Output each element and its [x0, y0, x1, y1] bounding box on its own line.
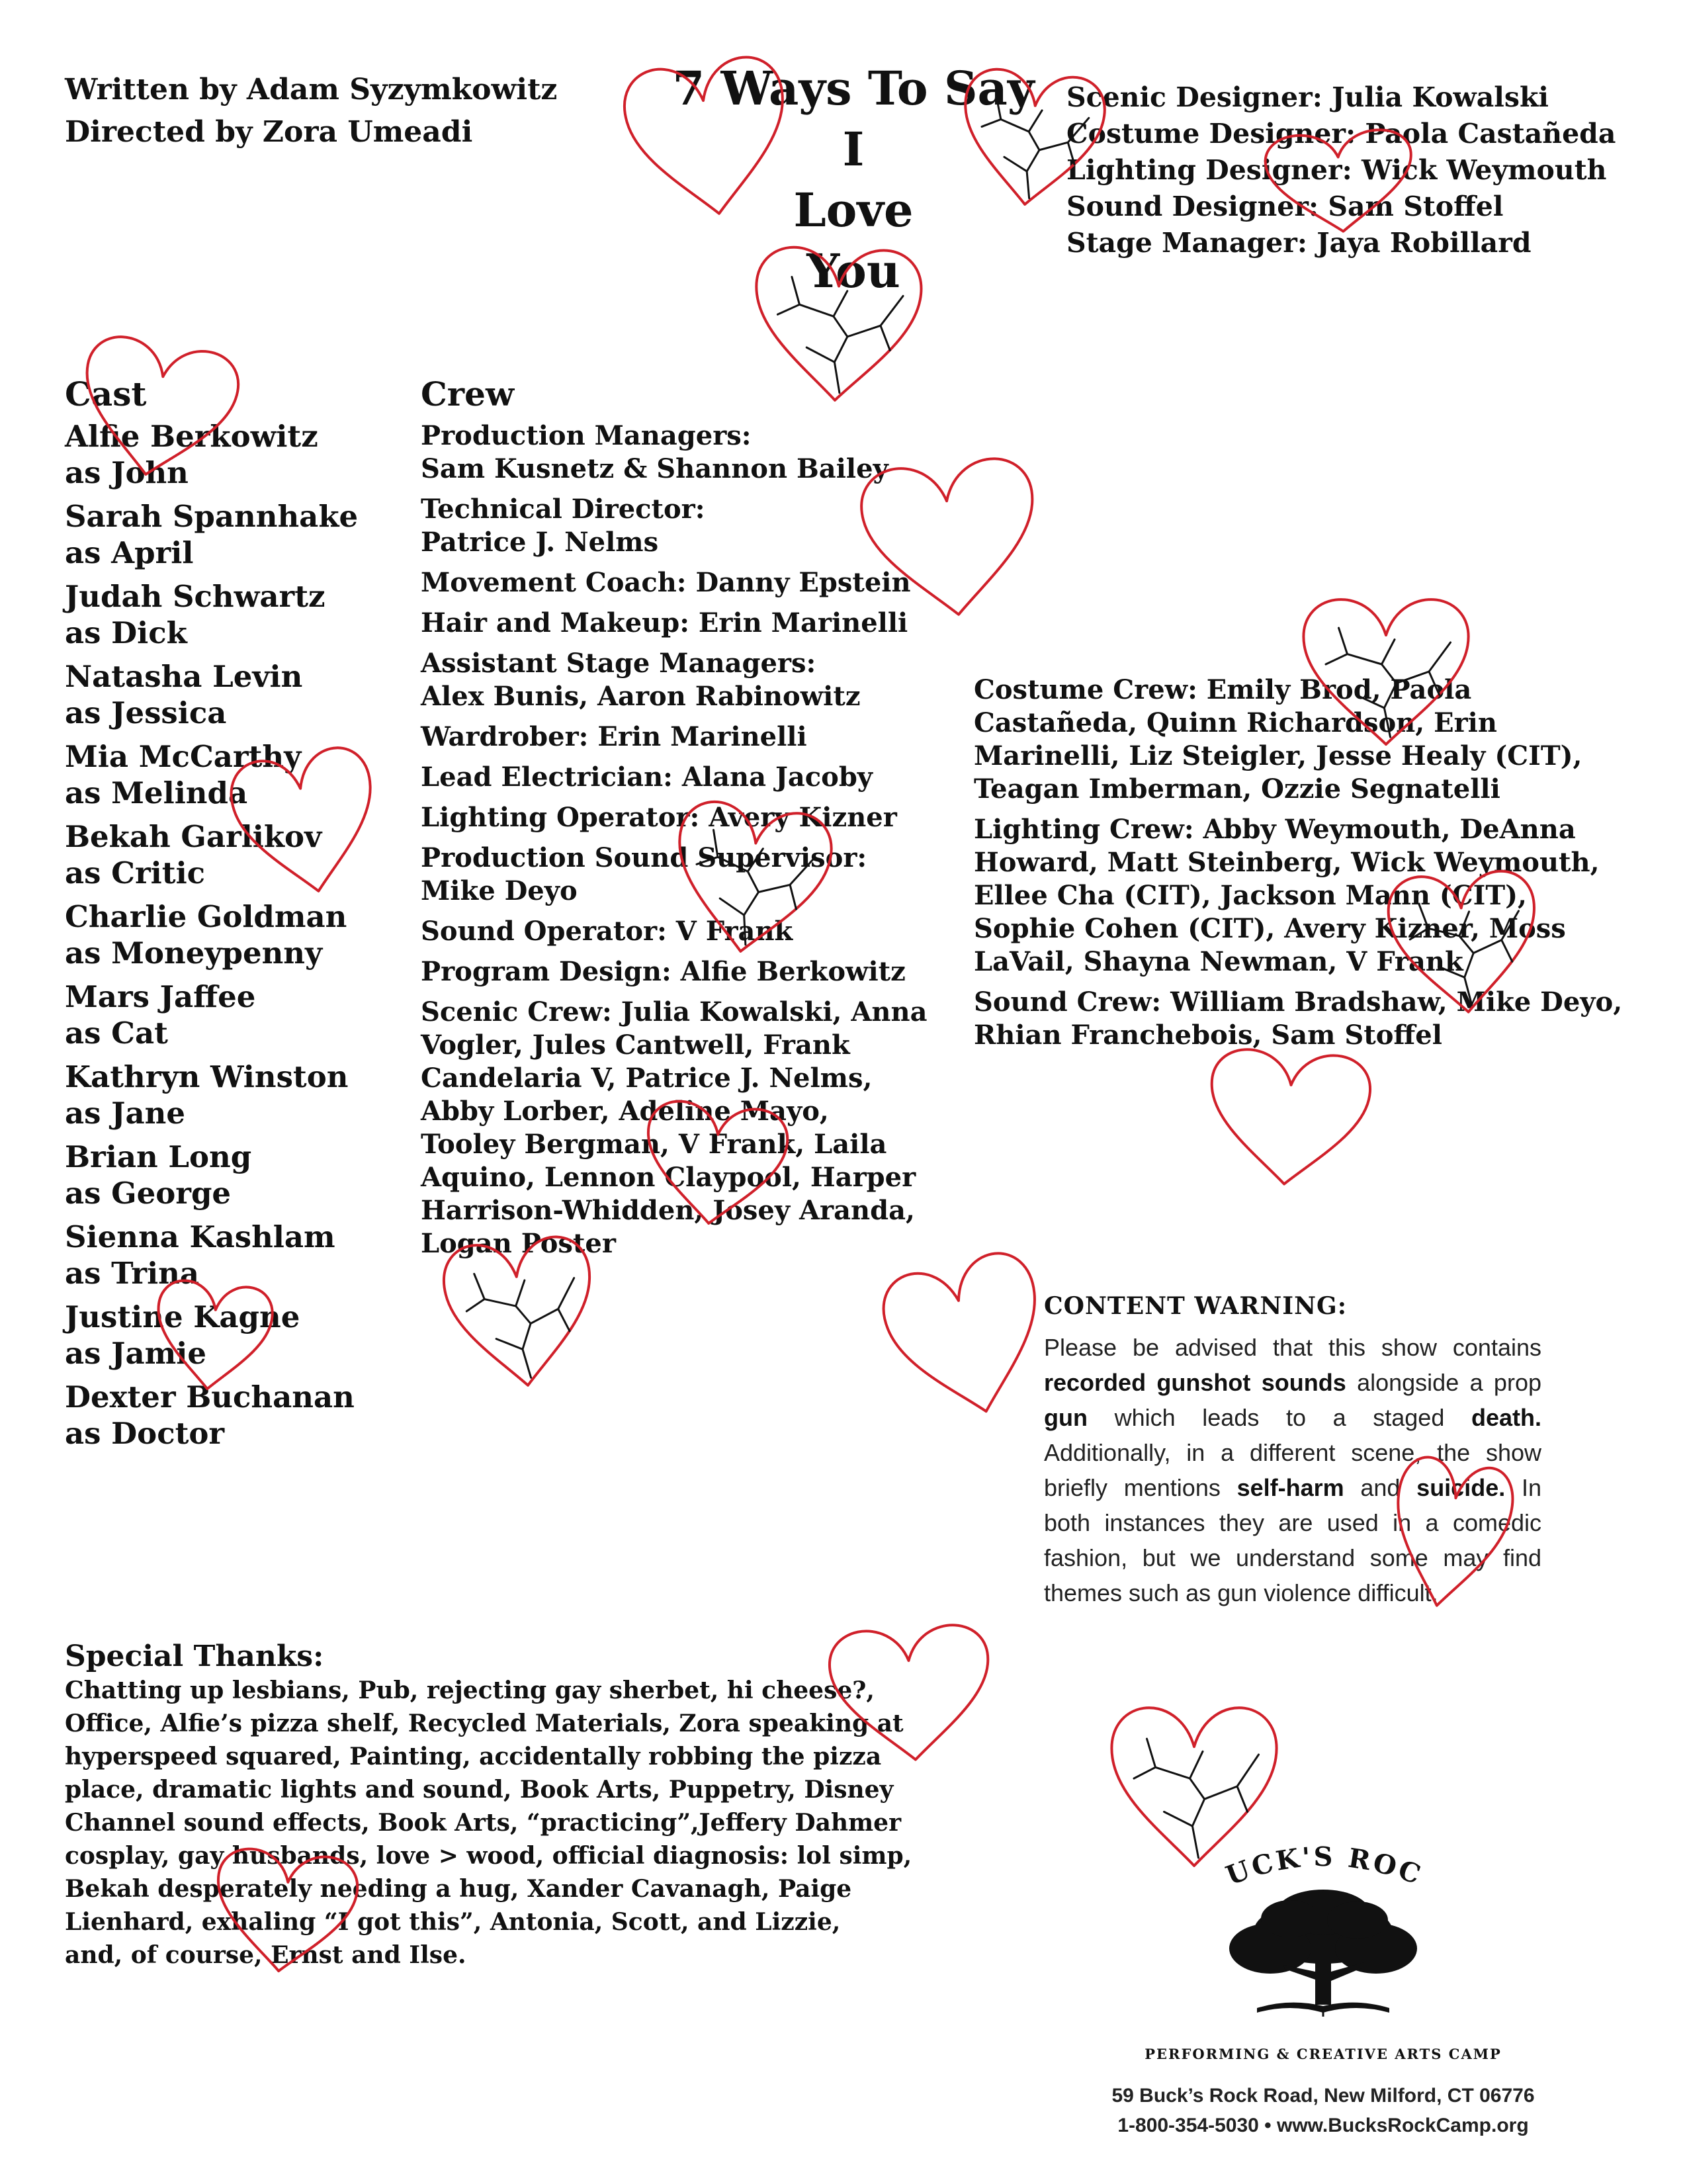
cast-name: Bekah Garlikov: [65, 819, 322, 854]
scenic-crew-line: Aquino, Lennon Claypool, Harper: [421, 1162, 916, 1193]
cast-name: Justine Kagne: [65, 1299, 300, 1334]
cast-name: Mia McCarthy: [65, 739, 302, 774]
camp-logo-block: [1059, 1839, 1588, 2140]
cast-member: [65, 979, 358, 1051]
title-line-1: 7 Ways To Say: [672, 61, 1035, 116]
crew-entry: [421, 566, 963, 599]
crew-name: Sam Kusnetz & Shannon Bailey: [421, 453, 888, 484]
cast-role: as Jamie: [65, 1336, 206, 1371]
warning-text: and: [1344, 1474, 1417, 1501]
crew-label: Hair and Makeup: Erin Marinelli: [421, 607, 908, 638]
cast-member: [65, 898, 358, 971]
crew-entry: [421, 647, 963, 713]
cast-member: [65, 818, 358, 891]
cast-name: Charlie Goldman: [65, 899, 347, 934]
thanks-line: place, dramatic lights and sound, Book Arts, Puppetry, Disney: [65, 1776, 894, 1804]
warning-emphasis: gun: [1044, 1404, 1088, 1431]
crew-entry: [421, 607, 963, 640]
crew-label: Lead Electrician: Alana Jacoby: [421, 762, 873, 793]
cast-member: [65, 578, 358, 651]
scenic-crew: [421, 996, 963, 1260]
cast-member: [65, 738, 358, 811]
scenic-crew-line: Abby Lorber, Adeline Mayo,: [421, 1096, 829, 1127]
crew-label: Lighting Operator: Avery Kizner: [421, 802, 897, 833]
special-thanks-heading: Special Thanks:: [65, 1639, 324, 1673]
designer-line: Stage Manager: Jaya Robillard: [1066, 227, 1532, 259]
svg-text:BUCK'S ROCK: [1059, 1839, 1427, 1892]
cast-member: [65, 1139, 358, 1211]
sound-crew-line: Sound Crew: William Bradshaw, Mike Deyo,: [974, 986, 1623, 1018]
crew-entry: [421, 761, 963, 794]
cast-role: as George: [65, 1176, 232, 1211]
cast-name: Sienna Kashlam: [65, 1219, 335, 1254]
warning-emphasis: self-harm: [1236, 1474, 1344, 1501]
crew-entry: [421, 955, 963, 988]
camp-tagline: PERFORMING & CREATIVE ARTS CAMP: [1145, 2046, 1502, 2062]
costume-crew: [974, 674, 1675, 806]
camp-contact: 1-800-354-5030 • www.BucksRockCamp.org: [1117, 2115, 1529, 2136]
lighting-crew-line: Ellee Cha (CIT), Jackson Mann (CIT),: [974, 880, 1527, 911]
scenic-crew-line: Scenic Crew: Julia Kowalski, Anna: [421, 996, 928, 1027]
crew-label: Program Design: Alfie Berkowitz: [421, 956, 906, 987]
heart-icon: [1205, 1047, 1373, 1190]
sound-crew-line: Rhian Franchebois, Sam Stoffel: [974, 1020, 1442, 1051]
warning-text: In both instances they are used in a comedic fashion, but we understand some may find themes such as gun violence difficult.: [1044, 1474, 1541, 1606]
title-line-2: I: [842, 122, 865, 177]
costume-crew-line: Teagan Imberman, Ozzie Segnatelli: [974, 773, 1500, 805]
crew-entry: [421, 842, 963, 908]
crew-entry: [421, 801, 963, 834]
cast-role: as Jessica: [65, 695, 227, 730]
crew-label: Production Managers:: [421, 420, 752, 451]
crew-section: [421, 374, 963, 1268]
crew-entry: [421, 419, 963, 486]
cast-heading: Cast: [65, 374, 147, 414]
cast-name: Natasha Levin: [65, 659, 303, 694]
cast-section: [65, 374, 358, 1459]
content-warning-body: [1044, 1330, 1541, 1610]
thanks-line: Chatting up lesbians, Pub, rejecting gay sherbet, hi cheese?,: [65, 1677, 875, 1704]
cast-member: [65, 1379, 358, 1452]
heart-icon: [876, 1246, 1060, 1430]
crew-name: Alex Bunis, Aaron Rabinowitz: [421, 681, 861, 712]
cast-role: as Critic: [65, 855, 206, 891]
cast-member: [65, 1299, 358, 1372]
cast-name: Kathryn Winston: [65, 1059, 349, 1094]
scenic-crew-line: Vogler, Jules Cantwell, Frank: [421, 1029, 850, 1061]
title-line-4: You: [806, 243, 900, 298]
warning-emphasis: suicide.: [1416, 1474, 1506, 1501]
scenic-crew-line: Logan Poster: [421, 1228, 616, 1259]
crew-entry: [421, 915, 963, 948]
costume-crew-line: Marinelli, Liz Steigler, Jesse Healy (CIT),: [974, 740, 1582, 771]
oak-tree-icon: [1229, 1890, 1417, 2017]
cast-name: Sarah Spannhake: [65, 499, 359, 534]
crew-name: Mike Deyo: [421, 875, 578, 906]
warning-text: which leads to a staged: [1087, 1404, 1471, 1431]
cast-role: as Moneypenny: [65, 936, 323, 971]
cast-role: as John: [65, 455, 189, 490]
camp-address: 59 Buck’s Rock Road, New Milford, CT 06776: [1111, 2085, 1535, 2107]
sound-crew: [974, 986, 1675, 1052]
cast-member: [65, 1219, 358, 1291]
designer-line: Lighting Designer: Wick Weymouth: [1066, 154, 1607, 186]
lighting-crew-line: Sophie Cohen (CIT), Avery Kizner, Moss: [974, 913, 1566, 944]
title-line-3: Love: [793, 183, 914, 238]
thanks-line: Office, Alfie’s pizza shelf, Recycled Materials, Zora speaking at: [65, 1710, 904, 1737]
crew-label: Assistant Stage Managers:: [421, 648, 816, 679]
thanks-line: hyperspeed squared, Painting, accidentally robbing the pizza: [65, 1743, 882, 1770]
designer-line: Sound Designer: Sam Stoffel: [1066, 191, 1504, 222]
cast-member: [65, 498, 358, 571]
crew-label: Production Sound Supervisor:: [421, 842, 867, 873]
cast-name: Mars Jaffee: [65, 979, 256, 1014]
crew-label: Movement Coach: Danny Epstein: [421, 567, 911, 598]
designer-line: Scenic Designer: Julia Kowalski: [1066, 81, 1549, 113]
scenic-crew-line: Tooley Bergman, V Frank, Laila: [421, 1129, 887, 1160]
cast-role: as Melinda: [65, 775, 248, 810]
cast-role: as Trina: [65, 1256, 200, 1291]
lighting-crew-line: Lighting Crew: Abby Weymouth, DeAnna: [974, 814, 1576, 845]
crew-label: Sound Operator: V Frank: [421, 916, 793, 947]
special-thanks: [65, 1639, 991, 1972]
designer-line: Costume Designer: Paola Castañeda: [1066, 118, 1616, 150]
crew-heading: Crew: [421, 374, 514, 414]
camp-name: UCK'S ROC: [1221, 1841, 1427, 1892]
written-by: Written by Adam Syzymkowitz: [65, 73, 558, 107]
costume-crew-line: Castañeda, Quinn Richardson, Erin: [974, 707, 1497, 738]
camp-logo: [1059, 1839, 1588, 2038]
crew-label: Technical Director:: [421, 494, 705, 525]
cast-name: Brian Long: [65, 1139, 252, 1174]
warning-text: alongside a prop: [1346, 1369, 1541, 1396]
costume-crew-line: Costume Crew: Emily Brod, Paola: [974, 674, 1472, 705]
content-warning: [1044, 1291, 1541, 1610]
crew-name: Patrice J. Nelms: [421, 527, 659, 558]
scenic-crew-line: Candelaria V, Patrice J. Nelms,: [421, 1063, 873, 1094]
directed-by: Directed by Zora Umeadi: [65, 115, 473, 149]
crew-entry: [421, 493, 963, 559]
thanks-line: Channel sound effects, Book Arts, “practicing”,Jeffery Dahmer: [65, 1809, 902, 1837]
warning-emphasis: recorded gunshot sounds: [1044, 1369, 1346, 1396]
cast-member: [65, 1059, 358, 1131]
cast-name: Judah Schwartz: [65, 579, 325, 614]
crew-entry: [421, 721, 963, 754]
show-title: [655, 58, 1052, 302]
warning-text: Additionally, in a different scene, the show briefly mentions: [1044, 1439, 1541, 1501]
special-thanks-body: [65, 1674, 991, 1972]
cast-role: as Doctor: [65, 1416, 225, 1451]
thanks-line: Lienhard, exhaling “I got this”, Antonia, Scott, and Lizzie,: [65, 1908, 841, 1936]
thanks-line: and, of course, Ernst and Ilse.: [65, 1941, 466, 1969]
scenic-crew-line: Harrison-Whidden, Josey Aranda,: [421, 1195, 915, 1226]
cast-name: Alfie Berkowitz: [65, 419, 318, 454]
cast-role: as April: [65, 535, 194, 570]
designer-credits: [1066, 79, 1616, 261]
lighting-crew-line: LaVail, Shayna Newman, V Frank: [974, 946, 1463, 977]
content-warning-heading: CONTENT WARNING:: [1044, 1292, 1348, 1320]
cast-role: as Dick: [65, 615, 187, 650]
cast-role: as Jane: [65, 1096, 185, 1131]
thanks-line: cosplay, gay husbands, love > wood, official diagnosis: lol simp,: [65, 1842, 912, 1870]
lighting-crew: [974, 813, 1675, 979]
cast-name: Dexter Buchanan: [65, 1379, 355, 1415]
warning-text: Please be advised that this show contains: [1044, 1334, 1541, 1361]
crew-right-section: [974, 674, 1675, 1059]
crew-label: Wardrober: Erin Marinelli: [421, 721, 807, 752]
cast-role: as Cat: [65, 1016, 168, 1051]
lighting-crew-line: Howard, Matt Steinberg, Wick Weymouth,: [974, 847, 1600, 878]
cast-member: [65, 418, 358, 491]
warning-emphasis: death.: [1471, 1404, 1541, 1431]
credits: [65, 69, 557, 153]
thanks-line: Bekah desperately needing a hug, Xander Cavanagh, Paige: [65, 1875, 852, 1903]
cast-member: [65, 658, 358, 731]
